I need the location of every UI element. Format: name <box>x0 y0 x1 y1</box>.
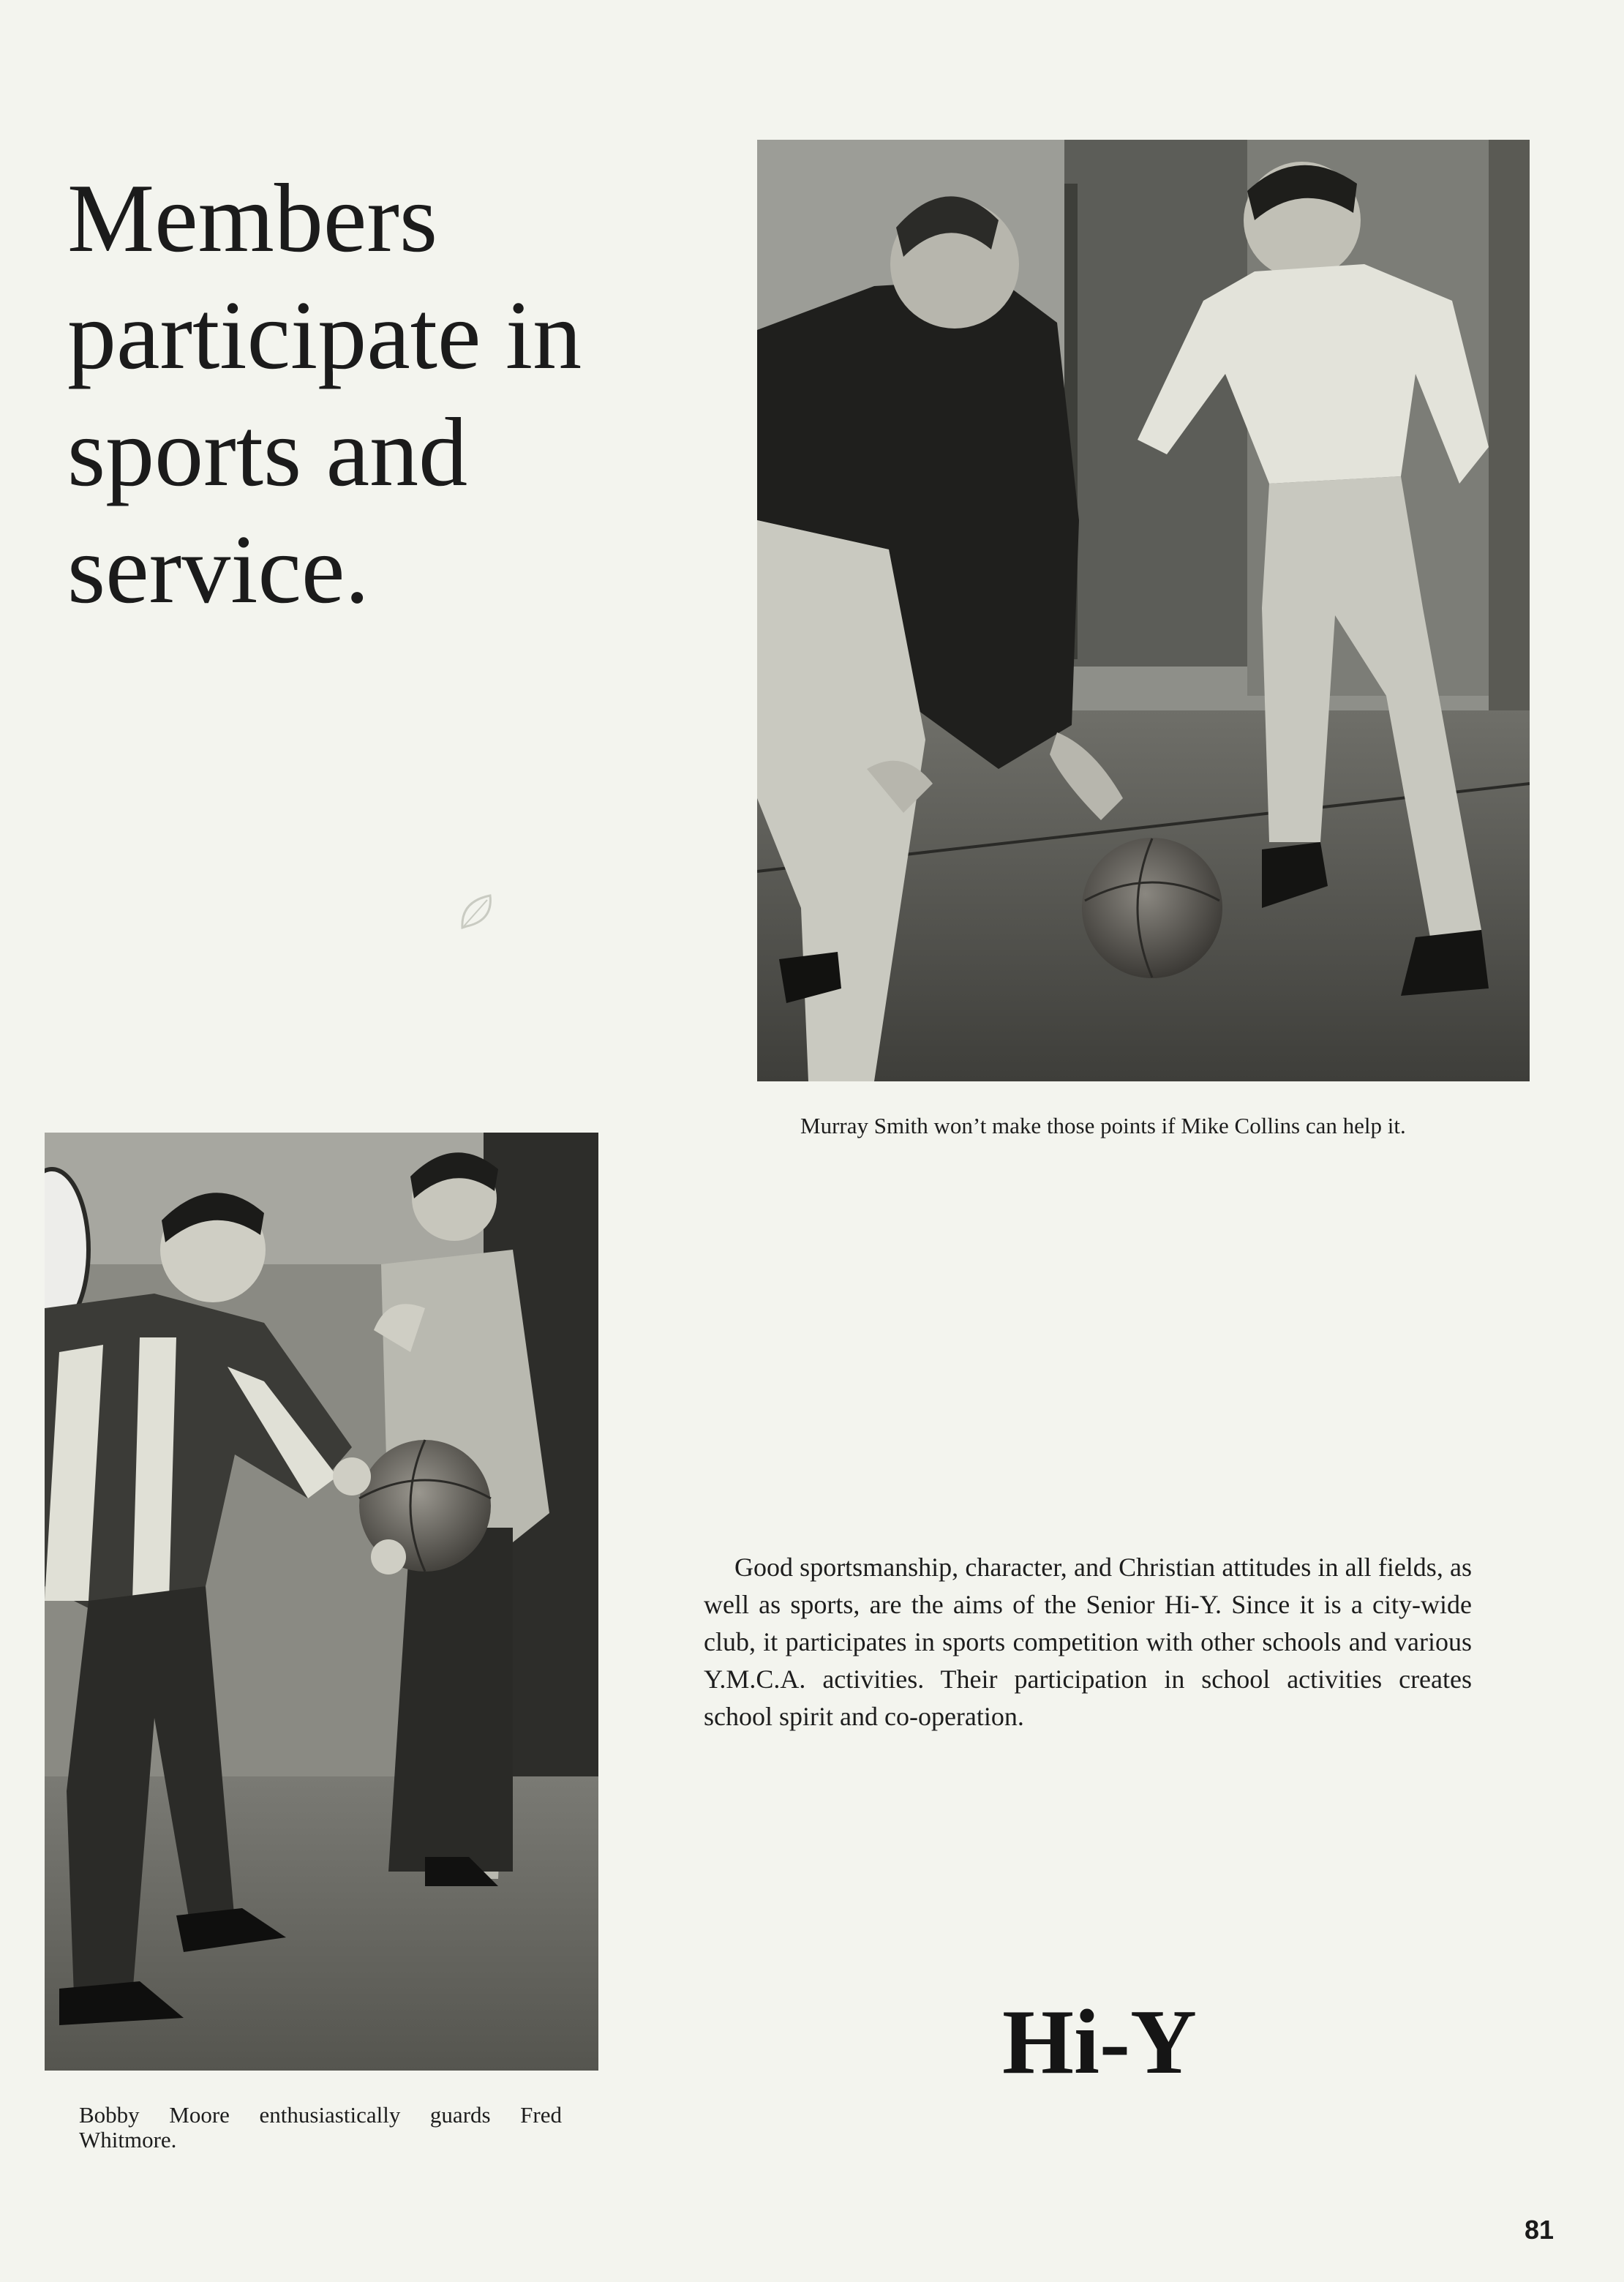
basketball-guard-photo <box>45 1133 598 2071</box>
body-paragraph: Good sportsmanship, character, and Christian attitudes in all fields, as well as sports, are the aims of the Senior Hi-Y. Since it is a city-wide club, it participates in sports competition with other schools and various Y.M.C.A. activities. Their participation in school activities creates school spirit and co-operation. <box>704 1553 1472 1731</box>
page-headline <box>67 159 667 628</box>
headline-line-4: service. <box>67 515 369 623</box>
headline-line-1: Members <box>67 164 438 272</box>
headline-line-3: sports and <box>67 398 468 506</box>
bottom-photo-caption: Bobby Moore enthusiastically guards Fred Whitmore. <box>79 2102 562 2152</box>
basketball-dribble-photo <box>757 140 1530 1081</box>
section-title: Hi-Y <box>1002 1992 1197 2093</box>
headline-line-2: participate in <box>67 281 582 389</box>
basketball-guard-photo-image <box>45 1133 598 2071</box>
leaf-watermark-icon <box>458 891 496 932</box>
basketball-dribble-photo-image <box>757 140 1530 1081</box>
page-number: 81 <box>1525 2215 1555 2245</box>
top-photo-caption: Murray Smith won’t make those points if Mike Collins can help it. <box>800 1113 1406 1138</box>
